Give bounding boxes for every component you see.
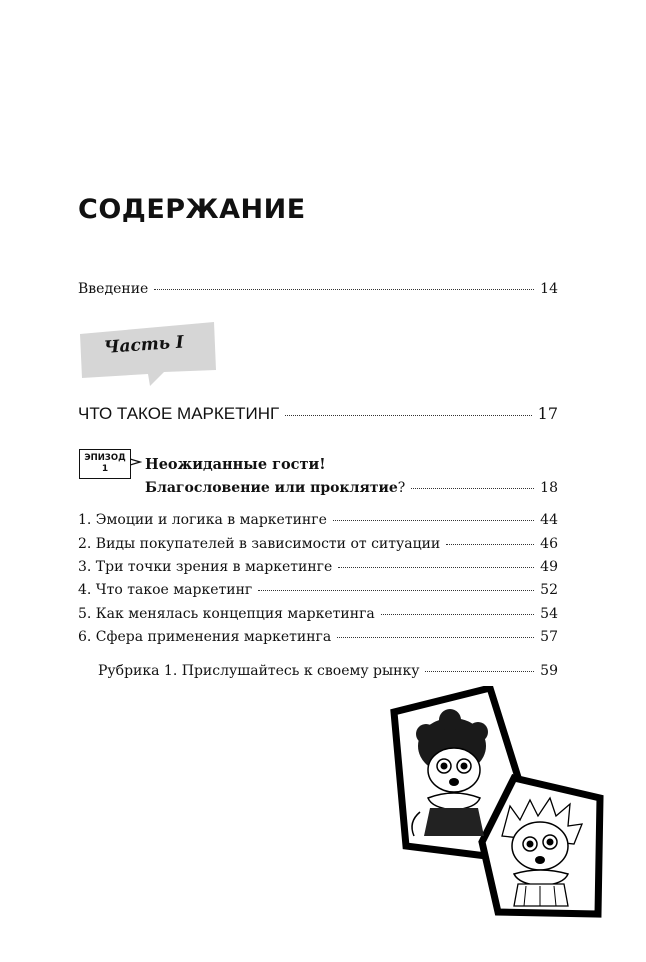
rubric-label: Рубрика 1. Прислушайтесь к своему рынку: [98, 663, 420, 679]
toc-item-page: 44: [540, 512, 558, 528]
dot-leader: [425, 671, 534, 672]
toc-item-page: 49: [540, 559, 558, 575]
badge-pointer-icon: [130, 457, 142, 467]
toc-item-page: 46: [540, 536, 558, 552]
toc-item-label: 6. Сфера применения маркетинга: [78, 629, 332, 645]
page-title: СОДЕРЖАНИЕ: [78, 194, 306, 225]
toc-item[interactable]: [78, 606, 558, 622]
toc-entry-page: 18: [540, 480, 558, 496]
speech-bubble-icon: [78, 320, 220, 390]
toc-entry-intro[interactable]: [78, 281, 558, 297]
toc-item-page: 54: [540, 606, 558, 622]
toc-item[interactable]: [78, 512, 558, 528]
toc-item-label: 5. Как менялась концепция маркетинга: [78, 606, 375, 622]
dot-leader: [381, 614, 534, 615]
episode-badge: [79, 449, 131, 479]
episode-title-suffix: ?: [397, 480, 406, 496]
episode-title-bold: Благословение или проклятие: [145, 480, 398, 496]
dot-leader: [154, 289, 534, 290]
toc-item[interactable]: [78, 536, 558, 552]
dot-leader: [333, 520, 534, 521]
dot-leader: [337, 637, 534, 638]
toc-rubric[interactable]: [98, 663, 558, 679]
toc-entry-label: Введение: [78, 281, 149, 297]
part-label: Часть I: [103, 332, 185, 358]
toc-episode[interactable]: [145, 480, 558, 496]
toc-item-label: 1. Эмоции и логика в маркетинге: [78, 512, 327, 528]
toc-entry-page: 14: [540, 281, 558, 297]
dot-leader: [338, 567, 534, 568]
toc-item[interactable]: [78, 582, 558, 598]
section-title: ЧТО ТАКОЕ МАРКЕТИНГ: [78, 404, 280, 423]
dot-leader: [285, 415, 531, 416]
toc-item-page: 52: [540, 582, 558, 598]
toc-entry-page: 17: [537, 404, 558, 423]
dot-leader: [446, 544, 534, 545]
toc-item-page: 59: [540, 663, 558, 679]
toc-item-label: 2. Виды покупателей в зависимости от ситуации: [78, 536, 441, 552]
episode-badge-word: ЭПИЗОД: [84, 453, 126, 463]
dot-leader: [258, 590, 534, 591]
episode-title-line1: Неожиданные гости!: [145, 456, 326, 473]
toc-item-label: 3. Три точки зрения в маркетинге: [78, 559, 333, 575]
manga-characters-illustration: [390, 686, 604, 918]
dot-leader: [411, 488, 534, 489]
toc-item-page: 57: [540, 629, 558, 645]
toc-item[interactable]: [78, 559, 558, 575]
episode-title-line2: [145, 480, 405, 496]
episode-badge-number: 1: [101, 464, 109, 474]
toc-section[interactable]: [78, 404, 558, 424]
toc-item-label: 4. Что такое маркетинг: [78, 582, 253, 598]
toc-item[interactable]: [78, 629, 558, 645]
